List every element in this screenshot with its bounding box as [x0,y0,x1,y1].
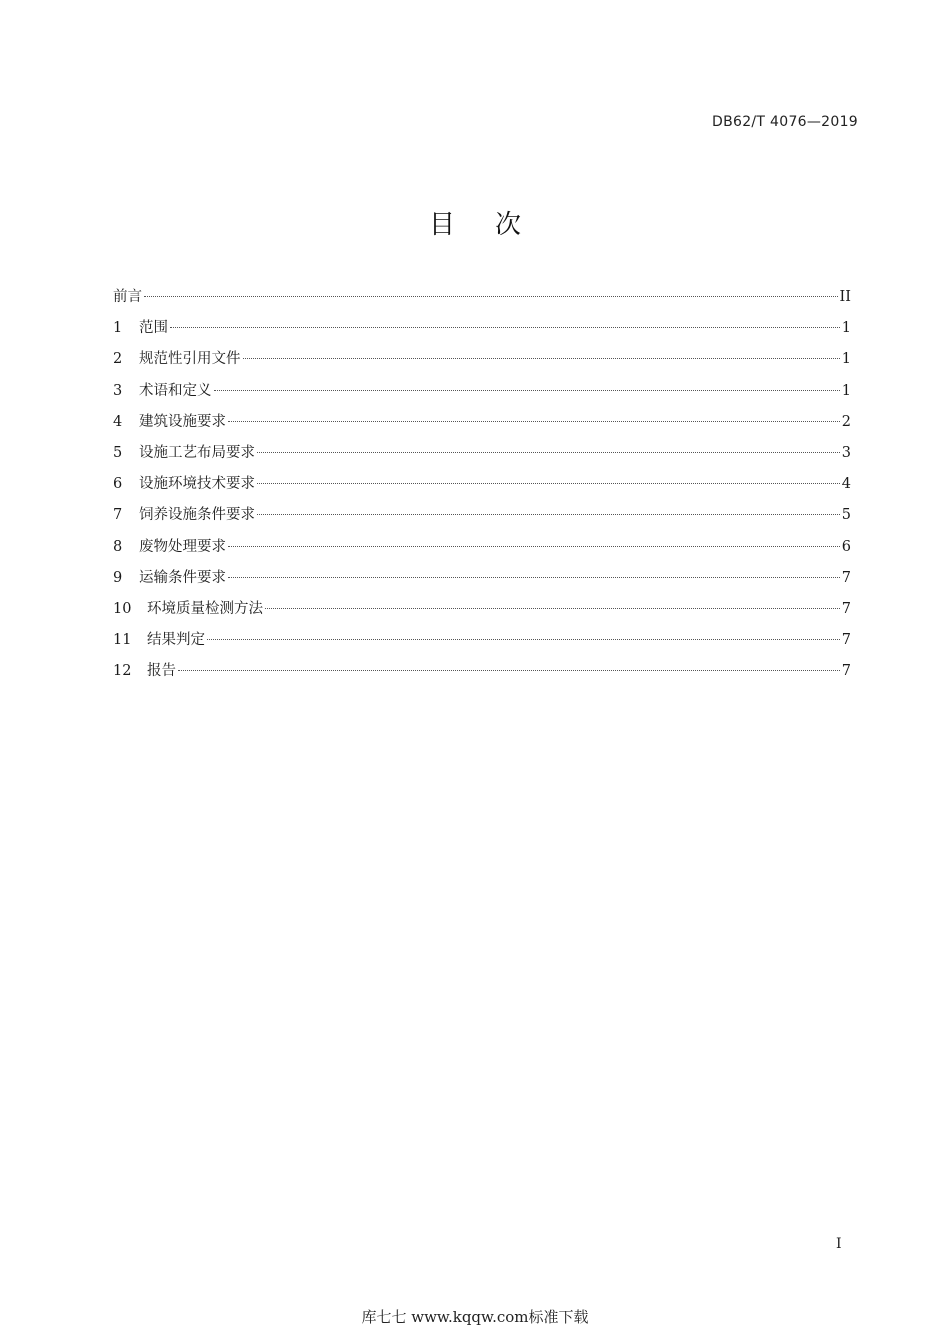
toc-entry-report[interactable] [113,660,851,691]
toc-entry-page: 6 [841,538,851,555]
toc-entry-process-layout[interactable] [113,442,851,473]
toc-list [113,286,851,691]
toc-entry-result-judgement[interactable] [113,629,851,660]
toc-dot-leader [257,514,840,515]
page-number: I [836,1236,842,1252]
toc-entry-label: 结果判定 [147,632,205,649]
toc-entry-label: 规范性引用文件 [139,351,241,368]
toc-entry-scope[interactable] [113,317,851,348]
toc-entry-normative-references[interactable] [113,348,851,379]
toc-entry-foreword[interactable] [113,286,851,317]
toc-entry-number: 7 [113,507,123,524]
toc-dot-leader [214,390,840,391]
toc-dot-leader [243,358,840,359]
toc-entry-label: 建筑设施要求 [139,413,226,430]
toc-dot-leader [257,483,840,484]
toc-entry-label: 饲养设施条件要求 [139,507,255,524]
toc-entry-number: 10 [113,600,132,617]
toc-entry-label: 运输条件要求 [139,569,226,586]
toc-entry-number: 2 [113,351,123,368]
toc-dot-leader [265,608,840,609]
toc-entry-label: 废物处理要求 [139,538,226,555]
toc-entry-page: 7 [841,632,851,649]
toc-dot-leader [178,670,840,671]
toc-dot-leader [170,327,840,328]
toc-entry-label: 报告 [147,663,176,680]
toc-entry-page: 1 [841,382,851,399]
toc-entry-page: 1 [841,320,851,337]
toc-entry-page: 7 [841,569,851,586]
toc-entry-page: 7 [841,600,851,617]
toc-entry-label: 环境质量检测方法 [147,600,263,617]
toc-dot-leader [257,452,840,453]
watermark-text: 库七七 www.kqqw.com标准下载 [361,1308,589,1326]
toc-entry-page: 4 [841,476,851,493]
toc-entry-page: II [839,289,851,305]
toc-entry-number: 6 [113,476,123,493]
toc-entry-waste-disposal[interactable] [113,536,851,567]
toc-entry-transport-conditions[interactable] [113,567,851,598]
toc-entry-label: 前言 [113,289,142,305]
toc-dot-leader [228,577,840,578]
toc-entry-label: 设施环境技术要求 [139,476,255,493]
toc-entry-quality-testing[interactable] [113,598,851,629]
toc-entry-terms-definitions[interactable] [113,380,851,411]
toc-entry-label: 范围 [139,320,168,337]
toc-dot-leader [144,296,838,297]
standard-code: DB62/T 4076—2019 [712,114,858,130]
toc-entry-environment-tech[interactable] [113,473,851,504]
toc-entry-label: 设施工艺布局要求 [139,444,255,461]
toc-entry-page: 1 [841,351,851,368]
toc-entry-number: 8 [113,538,123,555]
toc-entry-page: 7 [841,663,851,680]
toc-entry-page: 3 [841,444,851,461]
toc-title: 目次 [428,210,561,240]
toc-entry-number: 9 [113,569,123,586]
toc-entry-page: 2 [841,413,851,430]
toc-entry-number: 3 [113,382,123,399]
toc-entry-number: 4 [113,413,123,430]
toc-dot-leader [228,421,840,422]
toc-entry-number: 5 [113,444,123,461]
toc-entry-number: 12 [113,663,132,680]
toc-entry-building-facilities[interactable] [113,411,851,442]
toc-entry-page: 5 [841,507,851,524]
toc-entry-number: 1 [113,320,123,337]
toc-entry-label: 术语和定义 [139,382,212,399]
toc-entry-number: 11 [113,632,132,649]
toc-dot-leader [207,639,840,640]
toc-entry-feeding-conditions[interactable] [113,504,851,535]
toc-dot-leader [228,546,840,547]
